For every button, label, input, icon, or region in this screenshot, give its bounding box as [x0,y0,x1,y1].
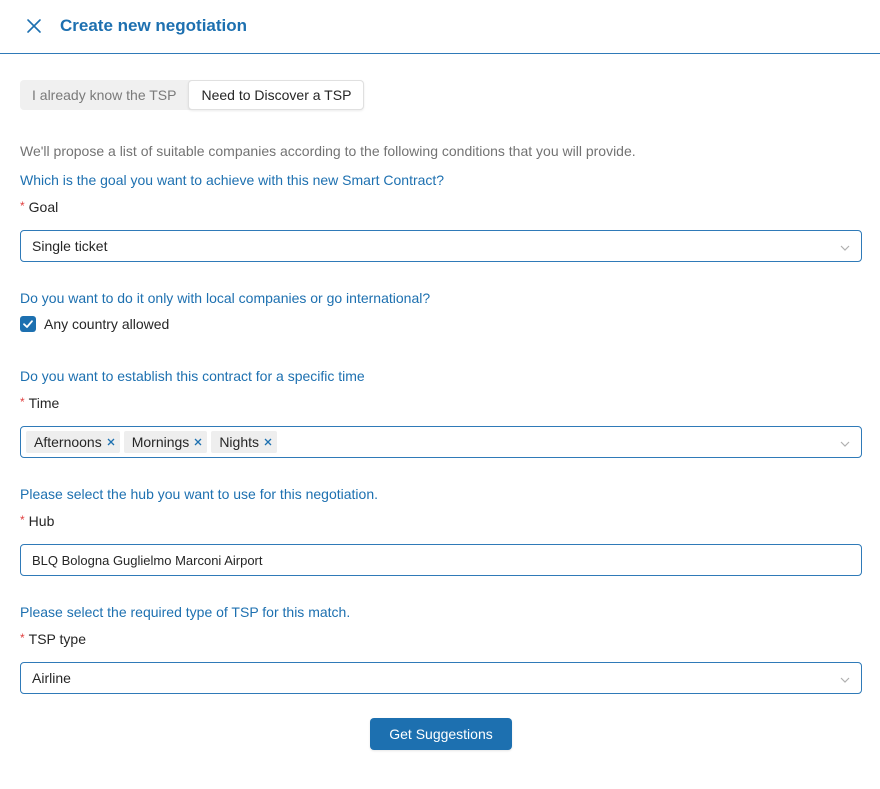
time-tag-label: Mornings [131,434,190,450]
tsp-type-label [20,630,86,649]
tsp-type-select-value: Airline [32,670,71,686]
remove-tag-icon[interactable] [193,437,203,447]
chevron-down-icon [839,241,851,253]
tsp-type-question: Please select the required type of TSP for this match. [20,604,351,620]
mode-option-known-tsp[interactable]: I already know the TSP [32,87,177,103]
any-country-checkbox-row[interactable] [20,315,169,333]
get-suggestions-button[interactable]: Get Suggestions [370,718,512,750]
remove-tag-icon[interactable] [263,437,273,447]
time-tags [26,431,281,453]
tsp-type-label-text: TSP type [28,631,86,647]
time-tag [26,431,120,453]
time-label-text: Time [28,395,60,411]
header [0,0,880,54]
goal-label [20,198,58,217]
time-tag [124,431,208,453]
any-country-checkbox[interactable] [20,316,36,332]
close-icon[interactable] [24,16,44,36]
tsp-type-select[interactable] [20,662,862,694]
goal-label-text: Goal [28,199,59,215]
required-marker: * [20,513,25,527]
time-tag-label: Afternoons [34,434,102,450]
goal-select-value: Single ticket [32,238,108,254]
time-multiselect[interactable] [20,426,862,458]
hub-label-text: Hub [28,513,55,529]
goal-select[interactable] [20,230,862,262]
page-title: Create new negotiation [60,16,248,35]
required-marker: * [20,631,25,645]
required-marker: * [20,395,25,409]
time-tag-label: Nights [219,434,259,450]
hub-question: Please select the hub you want to use for this negotiation. [20,486,379,502]
chevron-down-icon [839,673,851,685]
goal-question: Which is the goal you want to achieve with this new Smart Contract? [20,172,445,188]
required-marker: * [20,199,25,213]
any-country-label: Any country allowed [44,316,170,332]
intro-text: We'll propose a list of suitable companies according to the following conditions that you will provide. [20,143,636,159]
time-label [20,394,59,413]
hub-input[interactable] [20,544,862,576]
time-tag [211,431,277,453]
country-question: Do you want to do it only with local companies or go international? [20,290,431,306]
mode-segmented-control [20,80,364,110]
chevron-down-icon [839,437,851,449]
hub-label [20,512,54,531]
mode-option-discover-tsp[interactable]: Need to Discover a TSP [188,80,364,110]
time-question: Do you want to establish this contract for a specific time [20,368,365,384]
remove-tag-icon[interactable] [106,437,116,447]
